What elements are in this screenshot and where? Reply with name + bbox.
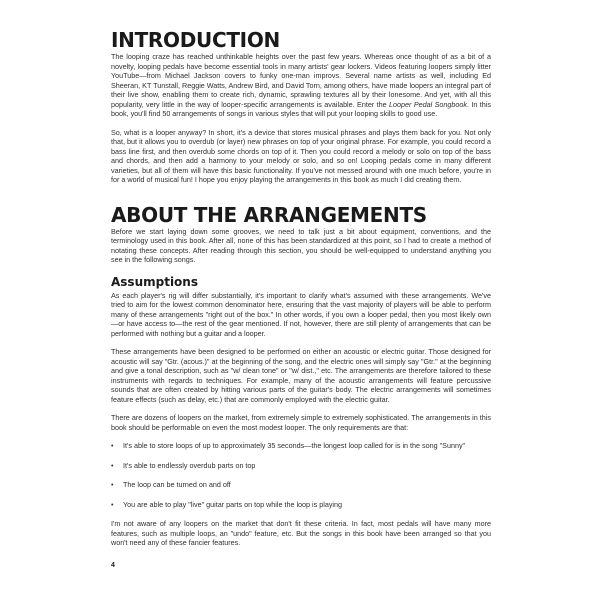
arrangements-heading: ABOUT THE ARRANGEMENTS <box>111 202 427 227</box>
list-item-text: You are able to play "live" guitar parts on top while the loop is playing <box>123 499 343 509</box>
list-item <box>111 461 491 471</box>
assumptions-paragraph-4: I'm not aware of any loopers on the market that don't fit these criteria. In fact, most pedals will have many more features, such as multiple loops, an "undo" feature, etc. But the songs in this book have been arranged so that you won't need any of these fancier features. <box>111 519 491 547</box>
assumptions-paragraph-1: As each player's rig will differ substantially, it's important to clarify what's assumed with these arrangements. We've tried to aim for the lowest common denominator here, ensuring that the vast majority of players will be able to perform many of these arrangements "right out of the box." In other words, if you own a looper pedal, then you most likely own—or have access to—the rest of the gear mentioned. If not, however, there are still plenty of arrangements that can be performed with nothing but a guitar and a looper. <box>111 290 491 338</box>
bullet-icon: • <box>111 499 114 509</box>
page-content <box>111 30 491 548</box>
introduction-heading: INTRODUCTION <box>111 28 280 52</box>
bullet-icon: • <box>111 441 114 450</box>
list-item-text: It's able to store loops of up to approximately 35 seconds—the longest loop called for is in the song "Sunny" <box>123 441 466 450</box>
list-item <box>111 500 491 510</box>
list-item <box>111 441 491 451</box>
assumptions-heading: Assumptions <box>111 274 198 289</box>
book-title: Looper Pedal Songbook <box>389 99 467 109</box>
requirements-list <box>111 441 491 509</box>
intro-p1-text-after: . In this book, you'll find 50 arrangements of songs in various styles that will put your looping skills to good use. <box>111 99 491 118</box>
intro-paragraph-2: So, what is a looper anyway? In short, it's a device that stores musical phrases and plays them back for you. Not only that, but it allows you to overdub (or layer) new phrases on top of your original phrase. For example, you could record a bass line first, and then overdub some chords on top of it. Then you could record a melody or solo on top of the bass and chords, and then add a harmony to your melody or solo, and so on! Looping pedals come in many different varieties, but all of them will have this basic functionality. If you've not messed around with one much before, you're in for a world of musical fun! I hope you enjoy playing the arrangements in this book as much I did creating them. <box>111 127 491 184</box>
list-item <box>111 480 491 490</box>
assumptions-paragraph-3: There are dozens of loopers on the market, from extremely simple to extremely sophisticated. The arrangements in this book should be performable on even the most modest looper. The only requirements are that: <box>111 413 491 432</box>
assumptions-paragraph-2: These arrangements have been designed to be performed on either an acoustic or electric guitar. Those designed for acoustic will say "Gtr. (acous.)" at the beginning of the song, and the electric ones will simply say "Gtr." at the beginning and give a tonal description, such as "w/ clean tone" or "w/ dist.," etc. The arrangements are therefore tailored to these instruments with regards to techniques. For example, many of the acoustic arrangements will feature percussive sounds that are often created by hitting various parts of the guitar's body. The electric arrangements will sometimes feature effects (such as delay, etc.) that are commonly employed with the electric guitar. <box>111 347 491 404</box>
intro-p1-text-before: The looping craze has reached unthinkable heights over the past few years. Whereas once thought of as a bit of a novelty, looping pedals have become essential tools in many artists' gear lockers. Videos featuring loopers simply litter YouTube—from Michael Jackson covers to funky one-man improvs. Several name artists as well, including Ed Sheeran, KT Tunstall, Reggie Watts, Andrew Bird, and David Torn, among others, have made loopers an integral part of their live show, enabling them to create rich, dynamic, sprawling textures all by their lonesome. And yet, with all this popularity, very little in the way of looper-specific arrangements is available. Enter the <box>111 52 491 109</box>
list-item-text: The loop can be turned on and off <box>123 480 231 489</box>
bullet-icon: • <box>111 480 114 489</box>
bullet-icon: • <box>111 460 114 470</box>
page-number: 4 <box>111 562 115 569</box>
arrangements-paragraph-1: Before we start laying down some grooves, we need to talk just a bit about equipment, conventions, and the terminology used in this book. After all, none of this has been standardized at this point, so I had to create a method of notating these concepts. After reading through this section, you should be well-equipped to understand anything you see in the following songs. <box>111 226 491 264</box>
list-item-text: It's able to endlessly overdub parts on top <box>123 460 256 470</box>
intro-paragraph-1 <box>111 52 491 119</box>
